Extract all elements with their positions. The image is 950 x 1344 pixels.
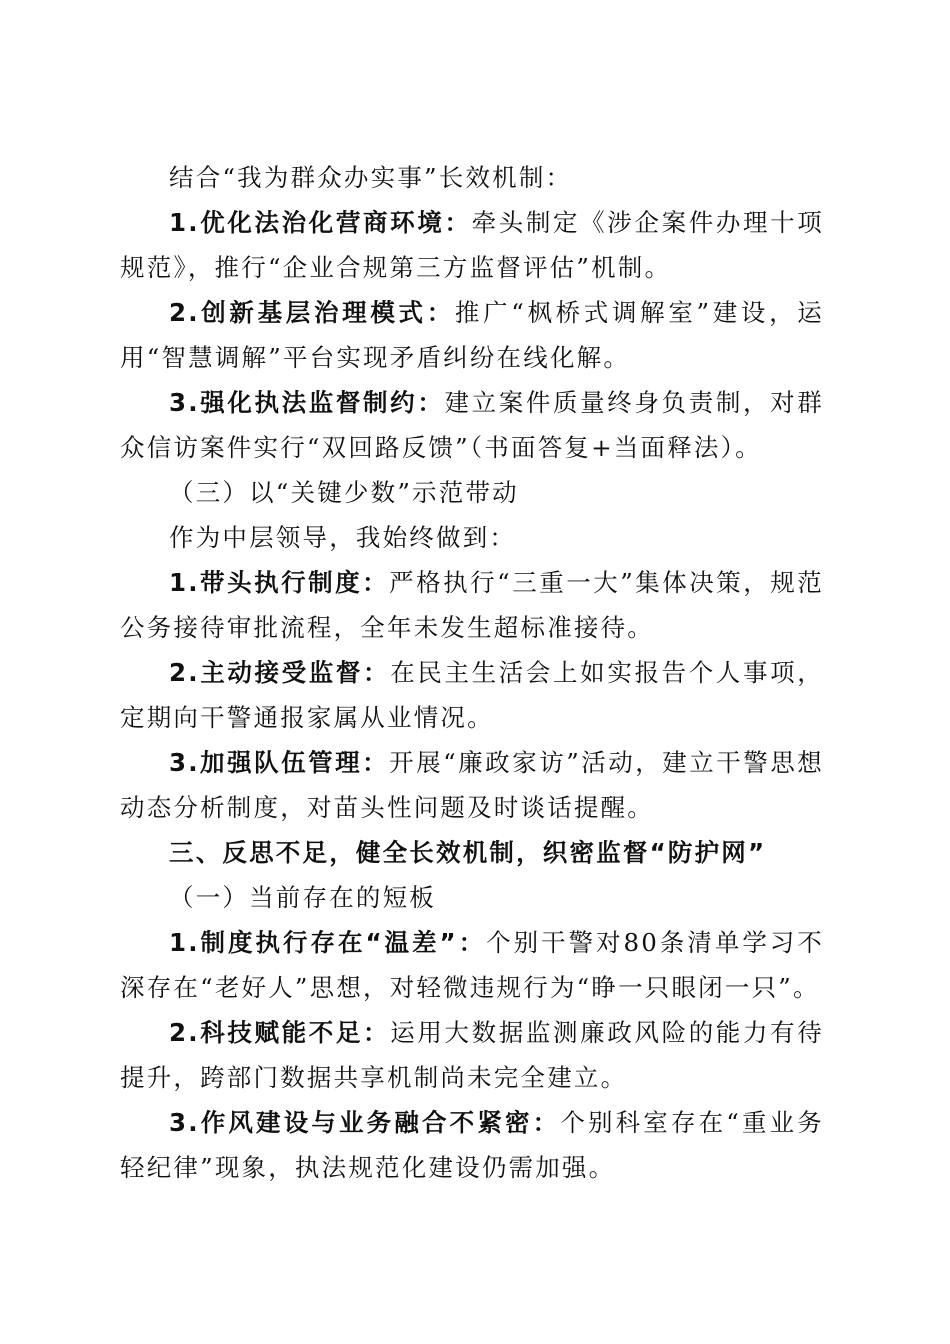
item-lead: 3.强化执法监督制约： [169,388,445,417]
item-lead: 2.创新基层治理模式： [169,298,455,327]
item-text: 推广“枫桥式调解室”建设，运用“智慧调解”平台实现矛盾纠纷在线化解。 [120,298,824,372]
paragraph-middle-leader [120,515,824,560]
item-lead: 1.制度执行存在“温差”： [169,928,487,957]
paragraph-text: 结合“我为群众办实事”长效机制： [169,163,573,192]
paragraph-item-optimize-business-environment [120,200,824,290]
item-text: 开展“廉政家访”活动，建立干警思想动态分析制度，对苗头性问题及时谈话提醒。 [120,748,825,822]
item-text: 个别干警对80条清单学习不深存在“老好人”思想，对轻微违规行为“睁一只眼闭一只”。 [120,928,824,1002]
item-text: 严格执行“三重一大”集体决策，规范公务接待审批流程，全年未发生超标准接待。 [120,568,825,642]
paragraph-text: 作为中层领导，我始终做到： [169,523,517,552]
paragraph-item-tech-empowerment [120,1010,824,1100]
paragraph-item-execution-gap [120,920,824,1010]
item-lead: 1.优化法治化营商环境： [169,208,472,237]
paragraph-intro [120,155,824,200]
item-text: 运用大数据监测廉政风险的能力有待提升，跨部门数据共享机制尚未完全建立。 [120,1018,824,1092]
subsection-title-shortcomings [120,875,824,920]
item-lead: 2.主动接受监督： [169,658,391,687]
subsection-title-key-minority [120,470,824,515]
item-text: 建立案件质量终身负责制，对群众信访案件实行“双回路反馈”（书面答复+当面释法）。 [120,388,824,462]
paragraph-item-enforcement-supervision [120,380,824,470]
paragraph-item-style-integration [120,1100,824,1190]
section-heading-reflection [120,830,824,875]
paragraph-text: （三）以“关键少数”示范带动 [169,478,519,507]
item-lead: 1.带头执行制度： [169,568,390,597]
paragraph-item-grassroots-governance [120,290,824,380]
paragraph-item-team-management [120,740,824,830]
heading-text: 三、反思不足，健全长效机制，织密监督“防护网” [169,838,767,867]
item-lead: 3.作风建设与业务融合不紧密： [169,1108,561,1137]
item-text: 牵头制定《涉企案件办理十项规范》，推行“企业合规第三方监督评估”机制。 [120,208,824,282]
item-lead: 3.加强队伍管理： [169,748,390,777]
document-body [120,155,824,1190]
item-text: 在民主生活会上如实报告个人事项，定期向干警通报家属从业情况。 [120,658,824,732]
paragraph-item-lead-by-example [120,560,824,650]
paragraph-item-accept-supervision [120,650,824,740]
paragraph-text: （一）当前存在的短板 [169,883,436,912]
item-text: 个别科室存在“重业务轻纪律”现象，执法规范化建设仍需加强。 [120,1108,824,1182]
item-lead: 2.科技赋能不足： [169,1018,391,1047]
